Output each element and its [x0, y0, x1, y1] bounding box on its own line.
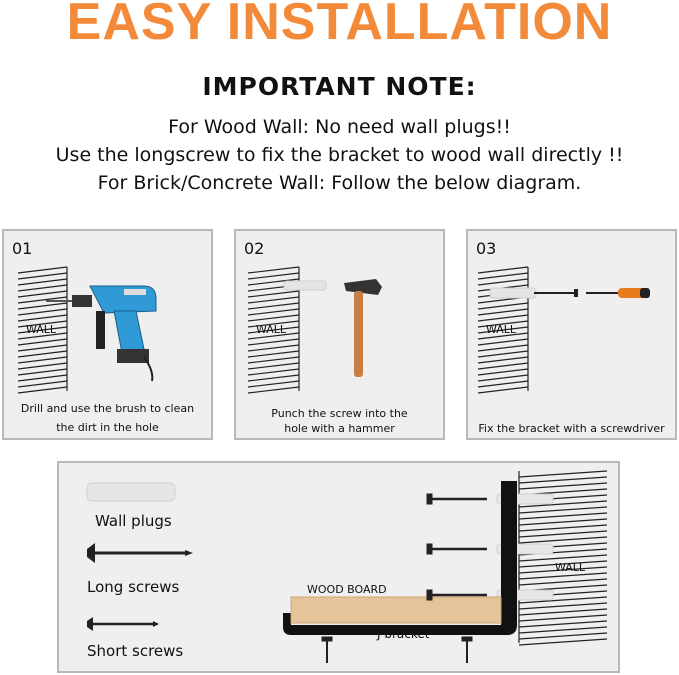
long-screw-icon	[427, 494, 487, 600]
wall-plug-icon	[284, 281, 326, 290]
wall-plugs-label: Wall plugs	[95, 512, 172, 530]
wall-hatch-line	[18, 279, 67, 285]
wall-hatch-line	[18, 339, 67, 345]
wall-hatch-line	[18, 375, 67, 381]
long-screws-label: Long screws	[87, 578, 180, 596]
wall-hatch-line	[248, 273, 299, 279]
wall-hatch-line	[18, 273, 67, 279]
step-caption: Fix the bracket with a screwdriver	[478, 422, 665, 435]
wall-hatch-line	[18, 387, 67, 393]
wall-hatch-line	[519, 603, 607, 609]
parts-panel	[57, 461, 620, 673]
wall-hatch-line	[248, 381, 299, 387]
wall-hatch-line	[248, 303, 299, 309]
wall-hatch-line	[248, 351, 299, 357]
wall-hatch-line	[18, 345, 67, 351]
wall-hatch-line	[478, 339, 528, 345]
wall-hatch-line	[248, 357, 299, 363]
wall-hatch-line	[248, 369, 299, 375]
wall-label: WALL	[486, 323, 517, 336]
wall-hatch-line	[519, 639, 607, 645]
wall-plug-icon	[87, 483, 175, 501]
wall-hatch-line	[519, 513, 607, 519]
wall-hatch-line	[478, 267, 528, 273]
j-bracket-label: J bracket	[377, 627, 430, 641]
wall-hatch-line	[18, 369, 67, 375]
wood-board-label: WOOD BOARD	[307, 583, 387, 596]
wall-hatch-line	[478, 273, 528, 279]
wall-hatch-line	[478, 315, 528, 321]
wall-hatch-line	[248, 375, 299, 381]
wall-hatch-line	[18, 303, 67, 309]
wall-plug-icon	[490, 288, 536, 298]
step-1-panel	[2, 229, 213, 440]
wall-hatch-line	[248, 267, 299, 273]
wall-hatch-line	[478, 351, 528, 357]
step-number: 02	[244, 239, 265, 258]
wall-hatch-line	[248, 309, 299, 315]
step-caption: hole with a hammer	[284, 422, 395, 435]
wall-hatch-line	[478, 387, 528, 393]
screw-icon	[534, 289, 578, 297]
wall-hatch-line	[248, 315, 299, 321]
step-2-panel	[234, 229, 445, 440]
wall-hatch-line	[18, 381, 67, 387]
wall-hatch-line	[18, 285, 67, 291]
wall-hatch-line	[519, 633, 607, 639]
wall-hatch-line	[478, 375, 528, 381]
wall-hatch-line	[248, 297, 299, 303]
long-screw-icon	[87, 543, 193, 563]
parts-illustration	[59, 463, 618, 671]
wall-hatch-line	[519, 531, 607, 537]
wall-label: WALL	[256, 323, 287, 336]
note-line-2: Use the longscrew to fix the bracket to wood wall directly !!	[55, 144, 624, 166]
short-screws-label: Short screws	[87, 642, 184, 660]
wall-hatch-line	[18, 315, 67, 321]
wall-hatch-line	[478, 381, 528, 387]
wall-hatch-line	[478, 345, 528, 351]
step-caption: Punch the screw into the	[271, 407, 408, 420]
wall-hatch-line	[478, 279, 528, 285]
hammer-icon	[344, 279, 382, 377]
note-line-3: For Brick/Concrete Wall: Follow the below diagram.	[97, 172, 582, 194]
wall-hatch-line	[519, 579, 607, 585]
screwdriver-icon	[586, 288, 650, 298]
wall-hatch-line	[18, 351, 67, 357]
step-number: 03	[476, 239, 497, 258]
wall-label: WALL	[555, 561, 586, 574]
wall-hatch-line	[248, 387, 299, 393]
note-title: IMPORTANT NOTE:	[202, 72, 477, 101]
wall-hatch-line	[478, 369, 528, 375]
wall-hatch-line	[248, 345, 299, 351]
wall-hatch-line	[18, 363, 67, 369]
wall-hatch-line	[248, 291, 299, 297]
wall-hatch-line	[478, 309, 528, 315]
wall-hatch-line	[519, 615, 607, 621]
step-number: 01	[12, 239, 33, 258]
step-3-panel	[466, 229, 677, 440]
step-caption: the dirt in the hole	[56, 421, 159, 434]
step-caption: Drill and use the brush to clean	[20, 402, 195, 415]
wall-hatch-line	[519, 483, 607, 489]
wall-hatch-line	[18, 267, 67, 273]
wall-hatch-line	[18, 357, 67, 363]
wall-hatch-line	[478, 363, 528, 369]
wall-hatch-line	[519, 519, 607, 525]
short-screw-icon	[87, 617, 159, 631]
wall-hatch-line	[478, 303, 528, 309]
wall-hatch-line	[248, 339, 299, 345]
wall-hatch-line	[248, 363, 299, 369]
wall-hatch-line	[519, 627, 607, 633]
wall-hatch-line	[519, 477, 607, 483]
wall-hatch-line	[18, 309, 67, 315]
note-line-1: For Wood Wall: No need wall plugs!!	[168, 116, 511, 138]
wall-hatch-line	[478, 357, 528, 363]
wall-hatch-line	[519, 525, 607, 531]
wall-hatch-line	[519, 507, 607, 513]
wall-hatch-line	[519, 471, 607, 477]
wall-label: WALL	[26, 323, 57, 336]
wall-hatch-line	[18, 291, 67, 297]
wall-hatch-line	[519, 621, 607, 627]
wood-board-icon	[291, 597, 501, 623]
page-title: EASY INSTALLATION	[66, 0, 613, 51]
wall-hatch-line	[519, 609, 607, 615]
wall-hatch-line	[519, 537, 607, 543]
